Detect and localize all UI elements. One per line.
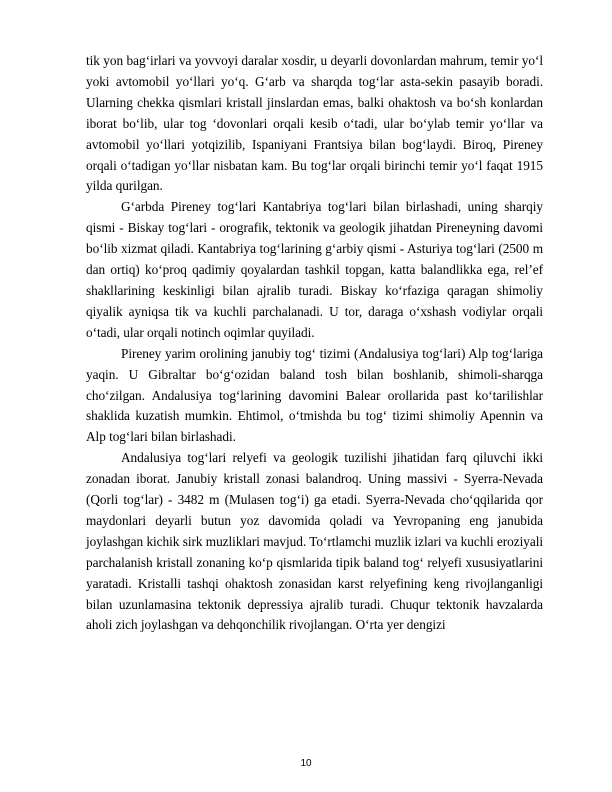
page-number: 10 (300, 758, 312, 769)
paragraph-1: tik yon bag‘irlari va yovvoyi daralar xosdir, u deyarli dovonlardan mahrum, temir yo‘l yoki avtomobil yo‘llari yo‘q. G‘arb va sharqda tog‘lar asta-sekin pasayib boradi. Ularning chekka qismlari kristall jinslardan emas, balki ohaktosh va bo‘sh konlardan iborat bo‘lib, ular tog ‘dovonlari orqali kesib o‘tadi, ular bo‘ylab temir yo‘llar va avtomobil yo‘llari yotqizilib, Ispaniyani Frantsiya bilan bog‘laydi. Biroq, Pireney orqali o‘tadigan yo‘llar nisbatan kam. Bu tog‘lar orqali birinchi temir yo‘l faqat 1915 yilda qurilgan. (86, 53, 543, 194)
paragraph-4: Andalusiya tog‘lari relyefi va geologik tuzilishi jihatidan farq qiluvchi ikki zonadan iborat. Janubiy kristall zonasi balandroq. Uning massivi - Syerra-Nevada (Qorli tog‘lar) - 3482 m (Mulasen tog‘i) ga etadi. Syerra-Nevada cho‘qqilarida qor maydonlari deyarli butun yoz davomida qoladi va Yevropaning eng janubida joylashgan kichik sirk muzliklari mavjud. To‘rtlamchi muzlik izlari va kuchli eroziyali parchalanish kristall zonaning ko‘p qismlarida tipik baland tog‘ relyefi xususiyatlarini yaratadi. Kristalli tashqi ohaktosh zonasidan karst relyefining keng rivojlanganligi bilan uzunlamasina tektonik depressiya ajralib turadi. Chuqur tektonik havzalarda aholi zich joylashgan va dehqonchilik rivojlangan. O‘rta yer dengizi (86, 450, 543, 633)
body-text (86, 51, 543, 636)
paragraph-3: Pireney yarim orolining janubiy tog‘ tizimi (Andalusiya tog‘lari) Alp tog‘lariga yaqin. U Gibraltar bo‘g‘ozidan baland tosh bilan boshlanib, shimoli-sharqga cho‘zilgan. Andalusiya tog‘larining davomini Balear orollarida past ko‘tarilishlar shaklida kuzatish mumkin. Ehtimol, o‘tmishda bu tog‘ tizimi shimoliy Apennin va Alp tog‘lari bilan birlashadi. (86, 345, 543, 445)
paragraph-2: G‘arbda Pireney tog‘lari Kantabriya tog‘lari bilan birlashadi, uning sharqiy qismi - Biskay tog‘lari - orografik, tektonik va geologik jihatdan Pireneyning davomi bo‘lib xizmat qiladi. Kantabriya tog‘larining g‘arbiy qismi - Asturiya tog‘lari (2500 m dan ortiq) ko‘proq qadimiy qoyalardan tashkil topgan, katta balandlikka ega, rel’ef shakllarining keskinligi bilan ajralib turadi. Biskay ko‘rfaziga qaragan shimoliy qiyalik ayniqsa tik va kuchli parchalanadi. U tor, daraga o‘xshash vodiylar orqali o‘tadi, ular orqali notinch oqimlar quyiladi. (86, 199, 543, 340)
